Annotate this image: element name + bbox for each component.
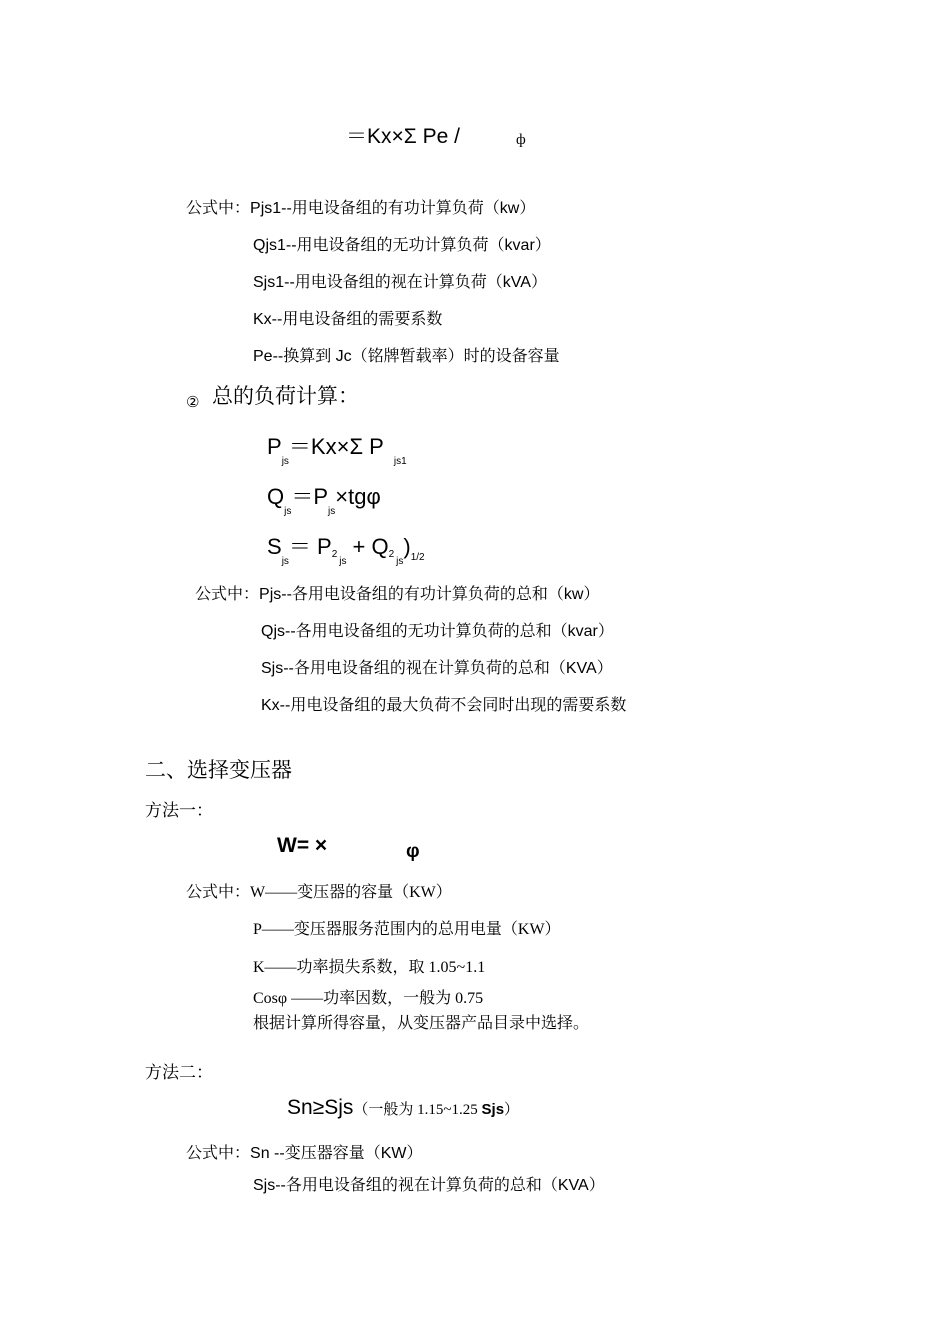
sjs-q-sub: js xyxy=(396,556,404,567)
qjs-p-sub: js xyxy=(328,506,336,517)
pjs-p: P xyxy=(267,434,282,459)
total-defs-lead: 公式中： xyxy=(195,586,260,603)
method2-formula-bold: Sjs xyxy=(481,1101,505,1118)
group-def-pjs1: Pjs1--用电设备组的有功计算负荷（kw） xyxy=(250,200,536,217)
method2-formula xyxy=(287,1097,519,1118)
method2-label: 方法二： xyxy=(145,1063,213,1082)
method2-defs-line-1 xyxy=(186,1146,422,1162)
method2-formula-close: ） xyxy=(504,1101,520,1118)
method1-def-k: K——功率损失系数，取 1.05~1.1 xyxy=(253,959,486,976)
group-def-kx: Kx--用电设备组的需要系数 xyxy=(253,311,443,328)
pjs-end-sub: js1 xyxy=(393,456,407,467)
total-load-title: 总的负荷计算： xyxy=(212,385,359,408)
method2-formula-main: Sn≥Sjs xyxy=(287,1096,354,1119)
method1-defs-lead: 公式中： xyxy=(186,884,251,901)
group-def-sjs1: Sjs1--用电设备组的视在计算负荷（kVA） xyxy=(253,274,547,291)
pjs-mid: ＝Kx×Σ P xyxy=(288,434,384,459)
method1-formula-phi: φ xyxy=(406,841,420,862)
total-def-pjs: Pjs--各用电设备组的有功计算负荷的总和（kw） xyxy=(259,586,600,603)
top-formula-main: ＝Kx×Σ Pe / xyxy=(346,125,460,148)
sjs-s-sub: js xyxy=(281,556,289,567)
section-title: 二、选择变压器 xyxy=(145,759,292,782)
phi-symbol: ф xyxy=(516,132,526,148)
method2-def-sn: Sn --变压器容量（KW） xyxy=(250,1145,423,1162)
group-def-qjs1: Qjs1--用电设备组的无功计算负荷（kvar） xyxy=(253,237,551,254)
qjs-eq: ＝P xyxy=(291,484,329,509)
formula-qjs xyxy=(267,484,381,517)
total-defs-line-1 xyxy=(195,587,599,603)
group-def-pe: Pe--换算到 Jc（铭牌暂载率）时的设备容量 xyxy=(253,348,560,365)
total-def-qjs: Qjs--各用电设备组的无功计算负荷的总和（kvar） xyxy=(261,623,614,640)
top-formula xyxy=(346,126,460,147)
qjs-q: Q xyxy=(267,484,285,509)
method2-def-sjs: Sjs--各用电设备组的视在计算负荷的总和（KVA） xyxy=(253,1177,605,1194)
group-defs-line-1 xyxy=(186,201,535,217)
sjs-s: S xyxy=(267,534,282,559)
method1-def-cos: Cosφ ——功率因数，一般为 0.75 xyxy=(253,990,484,1007)
circled-two-marker: ② xyxy=(186,394,200,411)
group-defs-lead: 公式中： xyxy=(186,200,251,217)
formula-sjs xyxy=(267,534,425,567)
qjs-q-sub: js xyxy=(284,506,292,517)
sjs-q-sup: 2 xyxy=(388,549,395,560)
method1-def-p: P——变压器服务范围内的总用电量（KW） xyxy=(253,921,561,938)
total-def-kx: Kx--用电设备组的最大负荷不会同时出现的需要系数 xyxy=(261,697,627,714)
sjs-eq: ＝ P xyxy=(288,534,332,559)
sjs-close: ) xyxy=(403,534,411,559)
sjs-p-sub: js xyxy=(339,556,347,567)
method1-def-w: W——变压器的容量（KW） xyxy=(250,884,452,901)
method1-formula-w: W= × xyxy=(277,834,328,857)
method2-defs-lead: 公式中： xyxy=(186,1145,251,1162)
pjs-p-sub: js xyxy=(281,456,289,467)
method1-defs-line-1 xyxy=(186,885,452,901)
total-def-sjs: Sjs--各用电设备组的视在计算负荷的总和（KVA） xyxy=(261,660,613,677)
method1-label: 方法一： xyxy=(145,801,213,820)
method2-formula-paren: （一般为 1.15~1.25 xyxy=(353,1102,482,1118)
sjs-plus: + Q xyxy=(352,534,389,559)
formula-pjs xyxy=(267,434,407,467)
sjs-p-sup: 2 xyxy=(331,549,338,560)
method1-note: 根据计算所得容量，从变压器产品目录中选择。 xyxy=(253,1015,590,1032)
sjs-pow: 1/2 xyxy=(410,552,425,563)
qjs-end: ×tgφ xyxy=(335,484,381,509)
